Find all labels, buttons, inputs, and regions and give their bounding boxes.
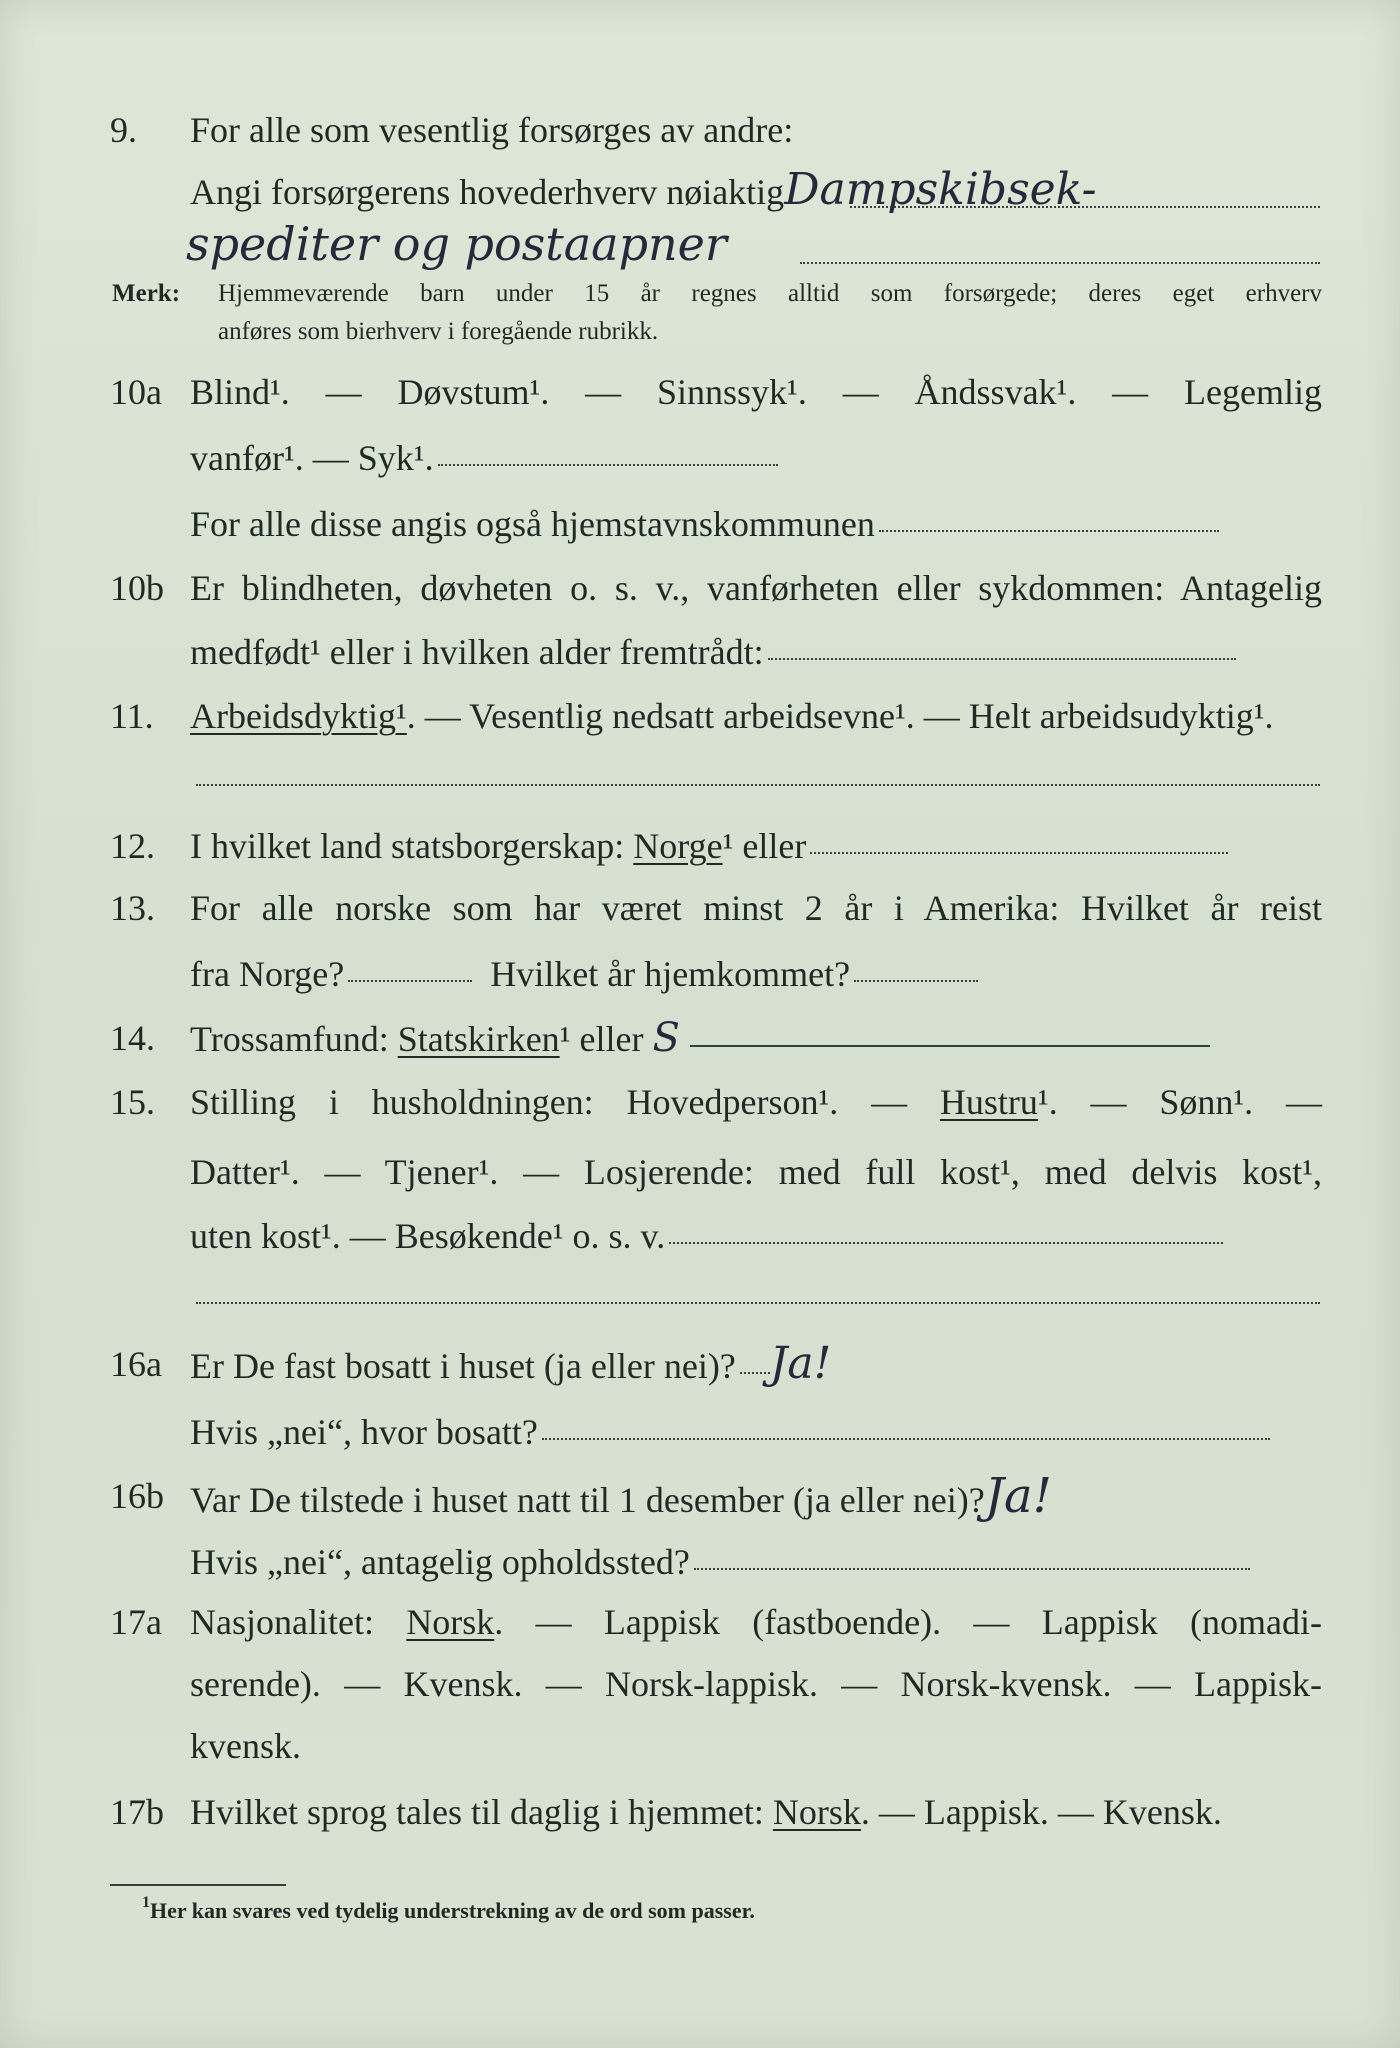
q14-answer: S: [652, 1015, 680, 1061]
q16b-number: 16b: [110, 1476, 164, 1516]
q16a-lead-line: [740, 1371, 770, 1374]
q17b-text: Hvilket sprog tales til daglig i hjemmet:: [190, 1792, 773, 1832]
q9-answer-1: Dampskibsek-: [784, 164, 1097, 215]
merk-line1: Hjemmeværende barn under 15 år regnes alltid som forsørgede; deres eget erhverv: [218, 280, 1322, 307]
q14-number: 14.: [110, 1018, 155, 1058]
q16a-line1: Er De fast bosatt i huset (ja eller nei)?: [190, 1346, 736, 1386]
q16b-fill-line: [694, 1567, 1250, 1570]
q12-text: I hvilket land statsborgerskap:: [190, 826, 634, 866]
q16a-line2: Hvis „nei“, hvor bosatt?: [190, 1412, 538, 1452]
q10b-line2: medfødt¹ eller i hvilken alder fremtrådt:: [190, 632, 764, 672]
q12-number: 12.: [110, 826, 155, 866]
q17a-line3: kvensk.: [190, 1726, 301, 1766]
q13-hjemkommet-line: [854, 979, 978, 982]
q10a-line1: Blind¹. — Døvstum¹. — Sinnssyk¹. — Åndssvak¹. — Legemlig: [190, 372, 1322, 412]
q9-answer-2: spediter og postaapner: [186, 217, 727, 271]
q14-text-b: ¹ eller: [559, 1019, 644, 1059]
q16a-fill-line: [542, 1437, 1270, 1440]
q12-fill-line: [810, 851, 1228, 854]
q17a-line2: serende). — Kvensk. — Norsk-lappisk. — Norsk-kvensk. — Lappisk-: [190, 1664, 1322, 1704]
q9-line2: Angi forsørgerens hovederhverv nøiaktig: [190, 172, 785, 212]
q10a-line2: vanfør¹. — Syk¹.: [190, 438, 434, 478]
q16a-number: 16a: [110, 1344, 162, 1384]
q12-text-b: ¹ eller: [722, 826, 807, 866]
q15-extra-line: [196, 1302, 1320, 1304]
q14-selected-option: Statskirken: [397, 1019, 560, 1059]
q9-answer-line1: [850, 206, 1320, 208]
q16b-line1: Var De tilstede i huset natt til 1 desember (ja eller nei)?: [190, 1480, 985, 1520]
q17b-options: . — Lappisk. — Kvensk.: [860, 1792, 1222, 1832]
footnote: [142, 1894, 755, 1924]
q10a-number: 10a: [110, 372, 162, 412]
q15-line3: uten kost¹. — Besøkende¹ o. s. v.: [190, 1216, 666, 1256]
q17a-number: 17a: [110, 1602, 162, 1642]
q16a-answer: Ja!: [769, 1338, 832, 1389]
q13-reist-line: [348, 979, 472, 982]
q15-selected-option: Hustru: [939, 1082, 1038, 1122]
q14-fill-line: [690, 1044, 1210, 1047]
q12-selected-option: Norge: [633, 826, 723, 866]
q17a-selected-option: Norsk: [406, 1602, 495, 1642]
q10b-line1: Er blindheten, døvheten o. s. v., vanførheten eller sykdommen: Antagelig: [190, 568, 1322, 608]
q9-number: 9.: [110, 110, 137, 150]
q17b-selected-option: Norsk: [772, 1792, 861, 1832]
q17a-label: Nasjonalitet:: [190, 1602, 407, 1642]
q13-number: 13.: [110, 888, 155, 928]
footnote-mark: 1: [142, 1894, 150, 1911]
q14-text: Trossamfund:: [190, 1019, 398, 1059]
q16b-answer: Ja!: [984, 1468, 1052, 1524]
q17b-number: 17b: [110, 1792, 164, 1832]
footnote-text: Her kan svares ved tydelig understrekning av de ord som passer.: [150, 1898, 755, 1923]
q13-reist: fra Norge?: [190, 954, 345, 994]
merk-label: Merk:: [112, 280, 181, 307]
q10a-home-line: [879, 529, 1219, 532]
merk-line2: anføres som bierhverv i foregående rubrikk.: [218, 318, 659, 345]
q10a-fill-line: [438, 463, 778, 466]
q15-line1-b: ¹. — Sønn¹. —: [1037, 1082, 1322, 1122]
q9-answer-line2: [800, 262, 1320, 264]
q17a-options: . — Lappisk (fastboende). — Lappisk (nomadi-: [494, 1602, 1322, 1642]
q13-hjemkommet: Hvilket år hjemkommet?: [490, 954, 851, 994]
q11-options: . — Vesentlig nedsatt arbeidsevne¹. — Helt arbeidsudyktig¹.: [406, 696, 1274, 736]
q10a-line3: For alle disse angis også hjemstavnskommunen: [190, 504, 875, 544]
q11-number: 11.: [110, 696, 154, 736]
q15-fill-line: [669, 1241, 1223, 1244]
q10b-fill-line: [768, 657, 1236, 660]
q16b-line2: Hvis „nei“, antagelig opholdssted?: [190, 1542, 690, 1582]
q15-line1: Stilling i husholdningen: Hovedperson¹. —: [190, 1082, 940, 1122]
q15-line2: Datter¹. — Tjener¹. — Losjerende: med full kost¹, med delvis kost¹,: [190, 1152, 1322, 1192]
q13-line1: For alle norske som har været minst 2 år i Amerika: Hvilket år reist: [190, 888, 1322, 928]
q11-selected-option: Arbeidsdyktig¹: [190, 696, 407, 736]
q15-number: 15.: [110, 1082, 155, 1122]
q11-fill-line: [196, 784, 1320, 786]
footnote-rule: [110, 1884, 286, 1886]
q10b-number: 10b: [110, 568, 164, 608]
q9-line1: For alle som vesentlig forsørges av andre:: [190, 110, 794, 150]
